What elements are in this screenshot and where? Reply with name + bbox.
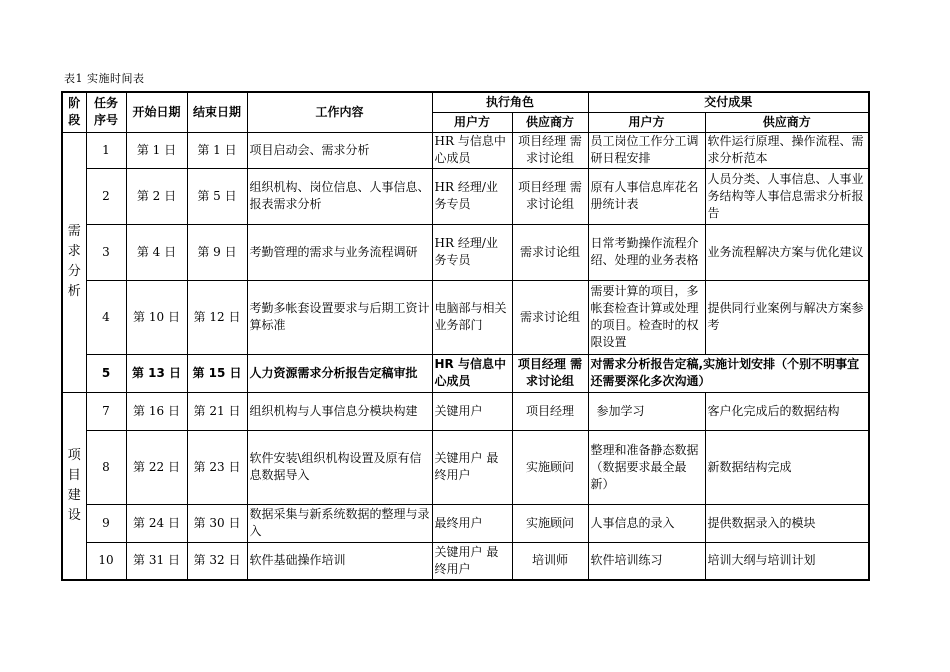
cell-work: 数据采集与新系统数据的整理与录入 <box>247 504 432 542</box>
cell-work: 人力资源需求分析报告定稿审批 <box>247 354 432 392</box>
cell-end: 第 30 日 <box>187 504 247 542</box>
table-row <box>62 392 869 430</box>
cell-start: 第 22 日 <box>126 430 187 504</box>
cell-task-no: 8 <box>86 430 126 504</box>
cell-task-no: 4 <box>86 280 126 354</box>
cell-start: 第 31 日 <box>126 542 187 580</box>
cell-end: 第 21 日 <box>187 392 247 430</box>
cell-exec-user: HR 经理/业务专员 <box>432 168 512 224</box>
table-row <box>62 542 869 580</box>
cell-del-vendor: 提供数据录入的模块 <box>705 504 869 542</box>
cell-del-vendor: 培训大纲与培训计划 <box>705 542 869 580</box>
cell-exec-vendor: 项目经理 需求讨论组 <box>512 354 588 392</box>
cell-exec-user: 关键用户 最终用户 <box>432 542 512 580</box>
header-del-user: 用户方 <box>588 112 705 132</box>
cell-del-user: 参加学习 <box>588 392 705 430</box>
cell-work: 考勤多帐套设置要求与后期工资计算标准 <box>247 280 432 354</box>
header-end-date: 结束日期 <box>187 92 247 132</box>
cell-del-vendor: 软件运行原理、操作流程、需求分析范本 <box>705 132 869 168</box>
cell-del-user: 员工岗位工作分工调研日程安排 <box>588 132 705 168</box>
header-del-vendor: 供应商方 <box>705 112 869 132</box>
cell-exec-user: HR 经理/业务专员 <box>432 224 512 280</box>
table-row <box>62 132 869 168</box>
header-work-content: 工作内容 <box>247 92 432 132</box>
cell-task-no: 10 <box>86 542 126 580</box>
cell-exec-vendor: 项目经理 <box>512 392 588 430</box>
cell-task-no: 3 <box>86 224 126 280</box>
cell-exec-user: 最终用户 <box>432 504 512 542</box>
cell-del-user: 软件培训练习 <box>588 542 705 580</box>
header-exec-vendor: 供应商方 <box>512 112 588 132</box>
cell-exec-vendor: 需求讨论组 <box>512 224 588 280</box>
cell-task-no: 7 <box>86 392 126 430</box>
cell-exec-user: 电脑部与相关业务部门 <box>432 280 512 354</box>
schedule-table <box>61 91 870 581</box>
header-deliverables: 交付成果 <box>588 92 869 112</box>
cell-work: 组织机构、岗位信息、人事信息、报表需求分析 <box>247 168 432 224</box>
cell-del-user: 需要计算的项目，多帐套检查计算或处理的项目。检查时的权限设置 <box>588 280 705 354</box>
cell-task-no: 5 <box>86 354 126 392</box>
header-row-1 <box>62 92 869 112</box>
cell-end: 第 12 日 <box>187 280 247 354</box>
cell-work: 组织机构与人事信息分模块构建 <box>247 392 432 430</box>
table-caption: 表1 实施时间表 <box>64 72 145 85</box>
cell-task-no: 9 <box>86 504 126 542</box>
header-exec-role: 执行角色 <box>432 92 588 112</box>
cell-start: 第 2 日 <box>126 168 187 224</box>
cell-exec-vendor: 项目经理 需求讨论组 <box>512 168 588 224</box>
cell-exec-vendor: 实施顾问 <box>512 430 588 504</box>
cell-del-vendor: 业务流程解决方案与优化建议 <box>705 224 869 280</box>
cell-start: 第 16 日 <box>126 392 187 430</box>
cell-work: 软件安装\组织机构设置及原有信息数据导入 <box>247 430 432 504</box>
cell-end: 第 23 日 <box>187 430 247 504</box>
cell-exec-user: 关键用户 最终用户 <box>432 430 512 504</box>
cell-end: 第 5 日 <box>187 168 247 224</box>
cell-start: 第 4 日 <box>126 224 187 280</box>
phase-requirements: 需求分析 <box>62 132 86 392</box>
cell-exec-user: 关键用户 <box>432 392 512 430</box>
cell-del-vendor: 提供同行业案例与解决方案参考 <box>705 280 869 354</box>
cell-del-vendor: 客户化完成后的数据结构 <box>705 392 869 430</box>
cell-end: 第 32 日 <box>187 542 247 580</box>
cell-end: 第 1 日 <box>187 132 247 168</box>
cell-deliverables-merged: 对需求分析报告定稿,实施计划安排（个别不明事宜还需要深化多次沟通） <box>588 354 869 392</box>
cell-start: 第 1 日 <box>126 132 187 168</box>
header-task-no: 任务序号 <box>86 92 126 132</box>
cell-del-user: 原有人事信息库花名册统计表 <box>588 168 705 224</box>
cell-end: 第 15 日 <box>187 354 247 392</box>
cell-exec-user: HR 与信息中心成员 <box>432 354 512 392</box>
cell-end: 第 9 日 <box>187 224 247 280</box>
cell-work: 软件基础操作培训 <box>247 542 432 580</box>
table-row <box>62 354 869 392</box>
cell-del-vendor: 新数据结构完成 <box>705 430 869 504</box>
table-row <box>62 224 869 280</box>
header-exec-user: 用户方 <box>432 112 512 132</box>
cell-del-user: 人事信息的录入 <box>588 504 705 542</box>
header-start-date: 开始日期 <box>126 92 187 132</box>
cell-start: 第 13 日 <box>126 354 187 392</box>
cell-work: 考勤管理的需求与业务流程调研 <box>247 224 432 280</box>
table-row <box>62 280 869 354</box>
cell-exec-vendor: 培训师 <box>512 542 588 580</box>
table-row <box>62 430 869 504</box>
table-row <box>62 504 869 542</box>
cell-exec-user: HR 与信息中心成员 <box>432 132 512 168</box>
cell-start: 第 10 日 <box>126 280 187 354</box>
cell-task-no: 1 <box>86 132 126 168</box>
header-phase: 阶段 <box>62 92 86 132</box>
cell-task-no: 2 <box>86 168 126 224</box>
cell-del-user: 日常考勤操作流程介绍、处理的业务表格 <box>588 224 705 280</box>
cell-del-vendor: 人员分类、人事信息、人事业务结构等人事信息需求分析报告 <box>705 168 869 224</box>
cell-exec-vendor: 需求讨论组 <box>512 280 588 354</box>
phase-build: 项目建设 <box>62 392 86 580</box>
table-row <box>62 168 869 224</box>
cell-start: 第 24 日 <box>126 504 187 542</box>
cell-work: 项目启动会、需求分析 <box>247 132 432 168</box>
cell-exec-vendor: 实施顾问 <box>512 504 588 542</box>
cell-del-user: 整理和准备静态数据 （数据要求最全最新） <box>588 430 705 504</box>
cell-exec-vendor: 项目经理 需求讨论组 <box>512 132 588 168</box>
